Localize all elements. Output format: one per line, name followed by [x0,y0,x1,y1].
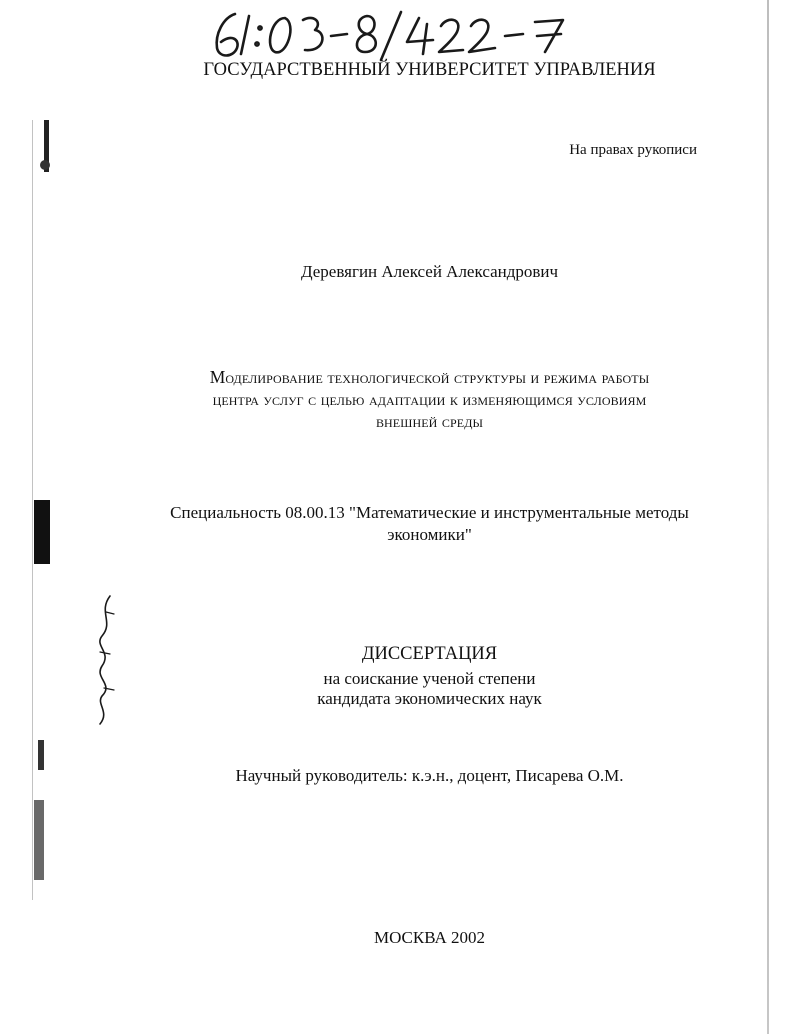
author-name: Деревягин Алексей Александрович [300,262,559,281]
rights-note: На правах рукописи [569,142,697,158]
specialty-line-2: экономики" [387,525,472,544]
binder-mark-dot [40,160,50,170]
degree-line-1: на соискание ученой степени [323,669,536,688]
dissertation-label: ДИССЕРТАЦИЯ [361,644,498,664]
dissertation-title [30,366,799,432]
title-line-3: внешней среды [375,411,484,431]
university-name: ГОСУДАРСТВЕННЫЙ УНИВЕРСИТЕТ УПРАВЛЕНИЯ [203,60,656,80]
binder-mark-lower-1 [38,740,44,770]
binder-mark-middle [34,500,50,564]
handwritten-registry-number [205,4,585,64]
binder-mark-lower-2 [34,800,44,880]
scan-edge-right [767,0,769,1034]
margin-signature-icon [88,592,124,732]
city-year: МОСКВА 2002 [373,928,486,947]
specialty-line-1: Специальность 08.00.13 "Математические и инструментальные методы [170,503,689,522]
title-line-1: Моделирование технологической структуры и режима работы [209,367,650,387]
degree-line-2: кандидата экономических наук [317,689,542,708]
specialty [30,502,799,546]
scan-edge-left [32,120,33,900]
scientific-advisor: Научный руководитель: к.э.н., доцент, Писарева О.М. [235,766,624,785]
title-line-2: центра услуг с целью адаптации к изменяющимся условиям [212,389,647,409]
